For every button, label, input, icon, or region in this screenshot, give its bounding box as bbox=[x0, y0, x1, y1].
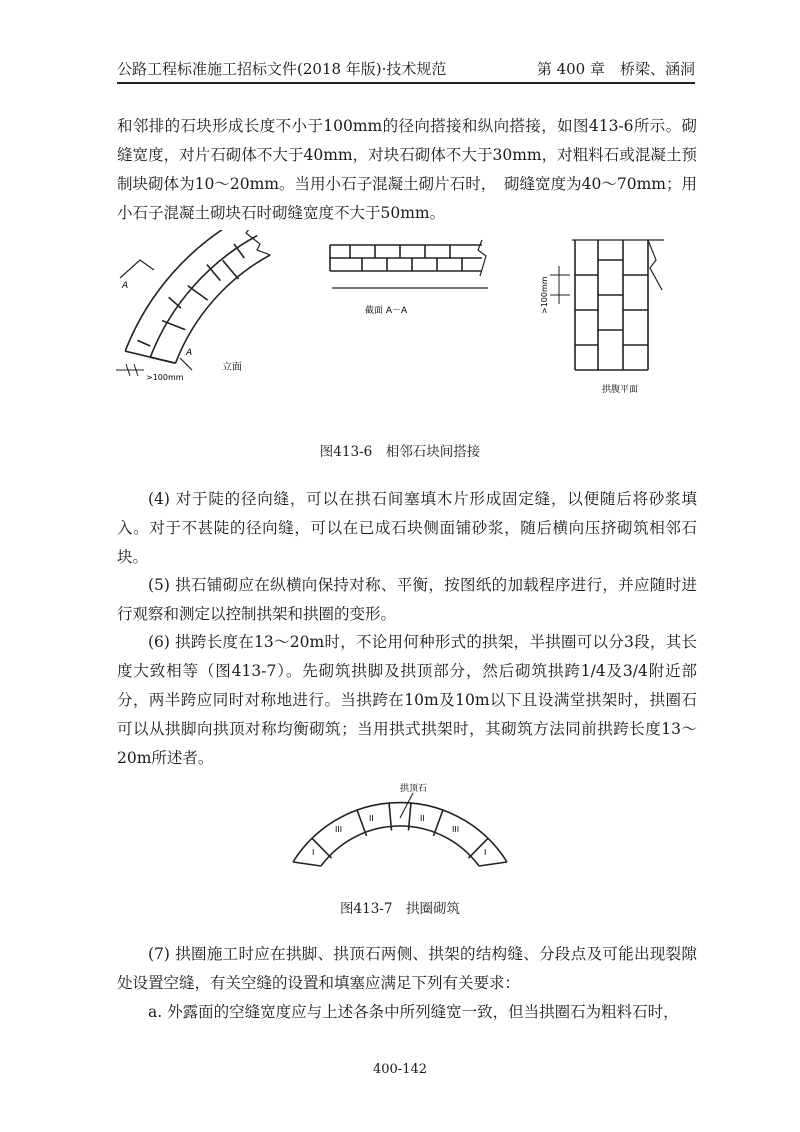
intro-paragraph: 和邻排的石块形成长度不小于100mm的径向搭接和纵向搭接，如图413-6所示。砌缝宽度，对片石砌体不大于40mm，对块石砌体不大于30mm，对粗料石或混凝土预制块砌体为10～20mm。当用小石子混凝土砌片石时， 砌缝宽度为40～70mm；用小石子混凝土砌块石时砌缝宽度不大于50mm。 bbox=[117, 117, 697, 222]
page-number: 400-142 bbox=[372, 1062, 428, 1077]
section-mark-a-top: A bbox=[122, 281, 129, 291]
paragraph-7: (7) 拱圈施工时应在拱脚、拱顶石两侧、拱架的结构缝、分段点及可能出现裂隙处设置空缝，有关空缝的设置和填塞应满足下列有关要求： bbox=[117, 945, 697, 992]
header-chapter-title: 第 400 章 桥梁、涵洞 bbox=[536, 60, 695, 78]
figure-413-7 bbox=[290, 778, 520, 878]
paragraph-7a: a. 外露面的空缝宽度应与上述各条中所列缝宽一致，但当拱圈石为粗料石时， bbox=[148, 1003, 679, 1021]
segment-label: III bbox=[452, 825, 460, 834]
plan-label: 拱腹平面 bbox=[602, 385, 639, 395]
section-drawing bbox=[330, 240, 488, 288]
elevation-label: 立面 bbox=[222, 362, 242, 373]
segment-label: I bbox=[484, 848, 487, 857]
header-rule bbox=[117, 82, 695, 84]
paragraph-5: (5) 拱石铺砌应在纵横向保持对称、平衡，按图纸的加载程序进行，并应随时进行观察和测定以控制拱架和拱圈的变形。 bbox=[117, 576, 697, 623]
plan-drawing bbox=[550, 240, 664, 370]
plan-dimension-label: >100mm bbox=[540, 276, 549, 314]
paragraph-4: (4) 对于陡的径向缝，可以在拱石间塞填木片形成固定缝，以便随后将砂浆填入。对于不甚陡的径向缝，可以在已成石块侧面铺砂浆，随后横向压挤砌筑相邻石块。 bbox=[117, 490, 697, 566]
page-header bbox=[117, 58, 695, 84]
paragraph-6: (6) 拱跨长度在13～20m时，不论用何种形式的拱架，半拱圈可以分3段，其长度大致相等（图413-7）。先砌筑拱脚及拱顶部分，然后砌筑拱跨1/4及3/4附近部分，两半跨应同时对称地进行。当拱跨在10m及10m以下且设满堂拱架时，拱圈石可以从拱脚向拱顶对称均衡砌筑；当用拱式拱架时，其砌筑方法同前拱跨长度13～20m所述者。 bbox=[117, 633, 697, 767]
section-label: 截面 A－A bbox=[365, 306, 408, 316]
segment-label: III bbox=[335, 825, 343, 834]
arch-ring-drawing bbox=[293, 793, 507, 866]
section-mark-a-bottom: A bbox=[186, 348, 193, 358]
segment-label: I bbox=[312, 848, 315, 857]
keystone-label: 拱顶石 bbox=[400, 784, 428, 794]
segment-label: II bbox=[369, 814, 374, 823]
arch-elevation-drawing bbox=[116, 230, 270, 376]
header-document-title: 公路工程标准施工招标文件(2018 年版)·技术规范 bbox=[117, 60, 447, 78]
figure-413-7-caption: 图413-7 拱圈砌筑 bbox=[340, 901, 460, 917]
elevation-gap-label: >100mm bbox=[146, 373, 184, 382]
segment-label: II bbox=[420, 814, 425, 823]
figure-413-6-caption: 图413-6 相邻石块间搭接 bbox=[319, 444, 481, 460]
figure-413-6 bbox=[110, 230, 680, 405]
